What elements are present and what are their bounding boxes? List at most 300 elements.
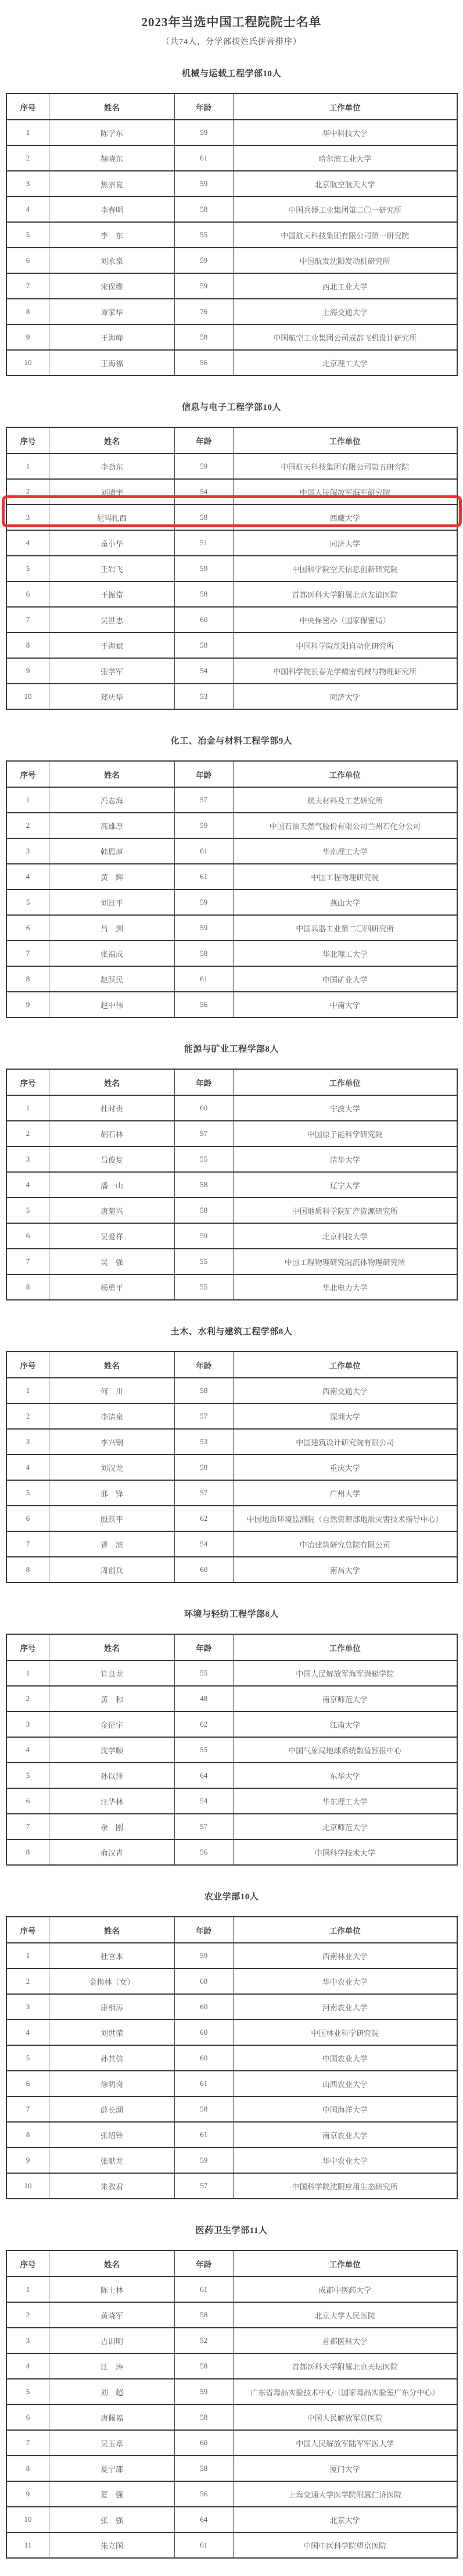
table-cell: 2 [6, 1968, 49, 1994]
table-cell: 59 [174, 889, 233, 915]
table-cell: 邢 锋 [49, 1480, 174, 1506]
section-heading: 化工、冶金与材料工程学部9人 [170, 737, 293, 746]
table-cell: 10 [6, 350, 49, 376]
table-cell: 55 [174, 1274, 233, 1300]
table-cell: 殷跃平 [49, 1506, 174, 1531]
table-row [6, 1146, 457, 1172]
table-cell: 8 [6, 966, 49, 992]
table-wrap [6, 760, 458, 1018]
table-cell: 李清泉 [49, 1403, 174, 1429]
table-row [6, 350, 457, 376]
table-cell: 中国兵器工业第二〇四研究所 [233, 915, 457, 941]
table-cell: 杨勇平 [49, 1274, 174, 1300]
table-cell: 中国科学院长春光学精密机械与物理研究所 [233, 658, 457, 684]
table-cell: 4 [6, 530, 49, 556]
table-cell: 首都医科大学附属北京友谊医院 [233, 581, 457, 607]
table-cell: 中国地质科学院矿产资源研究所 [233, 1198, 457, 1223]
table-wrap [6, 1069, 458, 1300]
academicians-table [6, 760, 458, 1018]
table-row [6, 684, 457, 709]
table-header-row [6, 427, 457, 453]
table-cell: 中冶建筑研究总院有限公司 [233, 1531, 457, 1557]
table-cell: 薛长湖 [49, 2096, 174, 2122]
column-header: 年龄 [174, 2250, 233, 2277]
table-cell: 48 [174, 1686, 233, 1712]
table-header-row [6, 1069, 457, 1095]
table-cell: 51 [174, 530, 233, 556]
table-header-row [6, 1917, 457, 1943]
table-header-row [6, 94, 457, 120]
column-header: 工作单位 [233, 2250, 457, 2277]
table-cell: 58 [174, 2302, 233, 2328]
table-cell: 上海交通大学医学院附属仁济医院 [233, 2481, 457, 2507]
table-cell: 孙以泽 [49, 1763, 174, 1788]
table-cell: 刘汉龙 [49, 1455, 174, 1480]
table-cell: 华中科技大学 [233, 120, 457, 145]
table-cell: 北京大学人民医院 [233, 2302, 457, 2328]
table-row [6, 273, 457, 299]
table-cell: 56 [174, 992, 233, 1017]
table-cell: 76 [174, 299, 233, 324]
table-cell: 焦宗夏 [49, 171, 174, 196]
table-cell: 58 [174, 1378, 233, 1403]
column-header: 序号 [6, 94, 49, 120]
table-cell: 宁波大学 [233, 1095, 457, 1121]
table-cell: 64 [174, 1763, 233, 1788]
table-row [6, 1274, 457, 1300]
table-cell: 57 [174, 2173, 233, 2199]
table-cell: 夏宁邵 [49, 2456, 174, 2481]
table-cell: 4 [6, 2020, 49, 2045]
table-row [6, 1249, 457, 1274]
table-cell: 6 [6, 1506, 49, 1531]
table-cell: 6 [6, 2071, 49, 2096]
table-cell: 夏 强 [49, 2481, 174, 2507]
column-header: 年龄 [174, 94, 233, 120]
table-row [6, 966, 457, 992]
table-wrap [6, 2250, 458, 2559]
table-cell: 刘世荣 [49, 2020, 174, 2045]
table-cell: 华南理工大学 [233, 838, 457, 864]
table-cell: 中国科学院沈阳自动化研究所 [233, 633, 457, 658]
table-cell: 5 [6, 2379, 49, 2404]
table-cell: 华东理工大学 [233, 1788, 457, 1814]
table-cell: 中国工程物理研究院流体物理研究所 [233, 1249, 457, 1274]
table-cell: 58 [174, 324, 233, 350]
table-row [6, 2456, 457, 2481]
table-cell: 北京大学 [233, 2507, 457, 2532]
column-header: 序号 [6, 1352, 49, 1378]
table-cell: 55 [174, 222, 233, 248]
page-title: 2023年当选中国工程院院士名单 [141, 15, 322, 29]
table-cell: 同济大学 [233, 530, 457, 556]
department-section [5, 401, 458, 710]
table-cell: 52 [174, 2328, 233, 2353]
table-cell: 9 [6, 2148, 49, 2173]
table-cell: 53 [174, 1429, 233, 1455]
table-header-row [6, 2250, 457, 2277]
table-row [6, 120, 457, 145]
column-header: 工作单位 [233, 427, 457, 453]
table-cell: 55 [174, 1146, 233, 1172]
table-cell: 南京师范大学 [233, 1686, 457, 1712]
table-row [6, 324, 457, 350]
table-cell: 赫晓东 [49, 145, 174, 171]
column-header: 年龄 [174, 1352, 233, 1378]
table-cell: 68 [174, 1968, 233, 1994]
table-cell: 56 [174, 350, 233, 376]
department-section [5, 67, 458, 376]
table-row [6, 889, 457, 915]
table-row [6, 1788, 457, 1814]
table-cell: 李兴钢 [49, 1429, 174, 1455]
table-cell: 康相涛 [49, 1994, 174, 2020]
table-row [6, 505, 457, 530]
table-cell: 2 [6, 2302, 49, 2328]
table-cell: 6 [6, 915, 49, 941]
table-cell: 西藏大学 [233, 505, 457, 530]
table-cell: 3 [6, 505, 49, 530]
column-header: 序号 [6, 1069, 49, 1095]
table-row [6, 607, 457, 633]
table-cell: 59 [174, 1223, 233, 1249]
table-cell: 沈学顺 [49, 1737, 174, 1763]
table-cell: 4 [6, 864, 49, 889]
table-cell: 55 [174, 1249, 233, 1274]
table-header-row [6, 1634, 457, 1660]
table-row [6, 1429, 457, 1455]
section-heading: 能源与矿业工程学部8人 [184, 1045, 279, 1054]
table-cell: 58 [174, 1455, 233, 1480]
table-cell: 59 [174, 120, 233, 145]
table-cell: 58 [174, 505, 233, 530]
department-section [5, 1607, 458, 1866]
table-cell: 58 [174, 2404, 233, 2430]
table-cell: 5 [6, 1198, 49, 1223]
column-header: 姓名 [49, 1917, 174, 1943]
department-section [5, 2224, 458, 2559]
table-row [6, 1994, 457, 2020]
column-header: 姓名 [49, 1352, 174, 1378]
column-header: 姓名 [49, 1634, 174, 1660]
table-cell: 2 [6, 479, 49, 505]
table-cell: 5 [6, 1763, 49, 1788]
table-cell: 58 [174, 2096, 233, 2122]
table-row [6, 2020, 457, 2045]
table-cell: 尼玛扎西 [49, 505, 174, 530]
table-row [6, 1531, 457, 1557]
table-row [6, 813, 457, 838]
table-cell: 中国航天科技集团有限公司第五研究院 [233, 453, 457, 479]
table-row [6, 2148, 457, 2173]
table-cell: 吕俊复 [49, 1146, 174, 1172]
table-cell: 10 [6, 2173, 49, 2199]
table-cell: 3 [6, 171, 49, 196]
table-cell: 4 [6, 2353, 49, 2379]
table-cell: 中国原子能科学研究院 [233, 1121, 457, 1146]
column-header: 姓名 [49, 427, 174, 453]
table-cell: 杜官本 [49, 1943, 174, 1968]
table-cell: 54 [174, 1531, 233, 1557]
table-cell: 陈士林 [49, 2277, 174, 2302]
column-header: 年龄 [174, 427, 233, 453]
table-cell: 3 [6, 1429, 49, 1455]
column-header: 年龄 [174, 761, 233, 787]
table-cell: 54 [174, 658, 233, 684]
table-cell: 60 [174, 2020, 233, 2045]
table-cell: 刘清宇 [49, 479, 174, 505]
table-cell: 58 [174, 196, 233, 222]
table-cell: 6 [6, 581, 49, 607]
table-cell: 汪华林 [49, 1788, 174, 1814]
table-cell: 5 [6, 222, 49, 248]
table-cell: 59 [174, 248, 233, 273]
table-cell: 中国工程物理研究院 [233, 864, 457, 889]
table-body [6, 453, 457, 709]
table-cell: 3 [6, 838, 49, 864]
table-cell: 1 [6, 1660, 49, 1686]
table-body [6, 787, 457, 1017]
table-row [6, 1943, 457, 1968]
table-cell: 深圳大学 [233, 1403, 457, 1429]
table-cell: 陈学东 [49, 120, 174, 145]
table-row [6, 1968, 457, 1994]
table-cell: 张绍铃 [49, 2122, 174, 2148]
table-cell: 中国石油天然气股份有限公司兰州石化分公司 [233, 813, 457, 838]
table-cell: 57 [174, 787, 233, 813]
table-row [6, 2404, 457, 2430]
table-cell: 郑庆华 [49, 684, 174, 709]
table-cell: 6 [6, 248, 49, 273]
table-cell: 辽宁大学 [233, 1172, 457, 1198]
column-header: 序号 [6, 2250, 49, 2277]
table-cell: 首都医科大学附属北京天坛医院 [233, 2353, 457, 2379]
table-cell: 58 [174, 2456, 233, 2481]
table-cell: 王海福 [49, 350, 174, 376]
table-cell: 7 [6, 1249, 49, 1274]
table-cell: 北京理工大学 [233, 350, 457, 376]
table-row [6, 1686, 457, 1712]
table-cell: 60 [174, 1557, 233, 1582]
table-row [6, 2071, 457, 2096]
department-section [5, 1325, 458, 1583]
table-cell: 61 [174, 2071, 233, 2096]
table-cell: 中国气象局地球系统数值预报中心 [233, 1737, 457, 1763]
table-row [6, 1378, 457, 1403]
table-cell: 华北电力大学 [233, 1274, 457, 1300]
table-cell: 上海交通大学 [233, 299, 457, 324]
table-cell: 61 [174, 838, 233, 864]
table-row [6, 581, 457, 607]
table-cell: 7 [6, 273, 49, 299]
column-header: 序号 [6, 1634, 49, 1660]
table-row [6, 1712, 457, 1737]
table-cell: 华北理工大学 [233, 941, 457, 966]
table-cell: 中国人民解放军海军潜艇学院 [233, 1660, 457, 1686]
table-cell: 7 [6, 607, 49, 633]
table-cell: 吴爱祥 [49, 1223, 174, 1249]
table-cell: 王海峰 [49, 324, 174, 350]
table-cell: 首都医科大学 [233, 2328, 457, 2353]
academicians-table [6, 1634, 458, 1866]
table-row [6, 2507, 457, 2532]
table-row [6, 1660, 457, 1686]
table-wrap [6, 1916, 458, 2199]
table-row [6, 992, 457, 1017]
table-cell: 7 [6, 2430, 49, 2456]
table-cell: 2 [6, 1686, 49, 1712]
table-cell: 3 [6, 1994, 49, 2020]
table-cell: 59 [174, 915, 233, 941]
table-cell: 59 [174, 171, 233, 196]
column-header: 工作单位 [233, 1917, 457, 1943]
table-row [6, 1737, 457, 1763]
table-row [6, 248, 457, 273]
table-wrap [6, 1634, 458, 1866]
table-cell: 李 东 [49, 222, 174, 248]
table-cell: 58 [174, 941, 233, 966]
table-cell: 5 [6, 556, 49, 581]
table-cell: 5 [6, 1480, 49, 1506]
table-cell: 55 [174, 1660, 233, 1686]
table-cell: 59 [174, 2379, 233, 2404]
table-cell: 59 [174, 556, 233, 581]
section-heading: 信息与电子工程学部10人 [181, 403, 281, 412]
table-body [6, 1378, 457, 1582]
table-row [6, 1455, 457, 1480]
table-cell: 中国航发沈阳发动机研究所 [233, 248, 457, 273]
table-cell: 1 [6, 1378, 49, 1403]
academicians-table [6, 2250, 458, 2559]
table-cell: 1 [6, 1943, 49, 1968]
table-cell: 7 [6, 2096, 49, 2122]
table-row [6, 1223, 457, 1249]
table-cell: 西北工业大学 [233, 273, 457, 299]
table-cell: 韩恩厚 [49, 838, 174, 864]
table-cell: 4 [6, 1455, 49, 1480]
table-cell: 华中农业大学 [233, 1968, 457, 1994]
table-cell: 8 [6, 2456, 49, 2481]
table-row [6, 1839, 457, 1865]
table-cell: 南京农业大学 [233, 2122, 457, 2148]
table-cell: 8 [6, 299, 49, 324]
table-cell: 2 [6, 145, 49, 171]
table-cell: 4 [6, 196, 49, 222]
column-header: 年龄 [174, 1634, 233, 1660]
column-header: 年龄 [174, 1917, 233, 1943]
table-cell: 东华大学 [233, 1763, 457, 1788]
table-row [6, 171, 457, 196]
table-cell: 中国中医科学院望京医院 [233, 2532, 457, 2558]
column-header: 序号 [6, 427, 49, 453]
table-cell: 山西农业大学 [233, 2071, 457, 2096]
table-cell: 唐佩福 [49, 2404, 174, 2430]
column-header: 年龄 [174, 1069, 233, 1095]
table-row [6, 1506, 457, 1531]
table-body [6, 1660, 457, 1865]
table-cell: 金梅林（女） [49, 1968, 174, 1994]
column-header: 工作单位 [233, 1069, 457, 1095]
section-heading: 土木、水利与建筑工程学部8人 [170, 1327, 293, 1337]
table-cell: 吴玉章 [49, 2430, 174, 2456]
table-cell: 中南大学 [233, 992, 457, 1017]
table-row [6, 787, 457, 813]
table-wrap [6, 93, 458, 376]
table-cell: 张 强 [49, 2507, 174, 2532]
table-header-row [6, 761, 457, 787]
table-row [6, 145, 457, 171]
table-cell: 中国海洋大学 [233, 2096, 457, 2122]
table-cell: 重庆大学 [233, 1455, 457, 1480]
table-row [6, 2277, 457, 2302]
table-cell: 56 [174, 2481, 233, 2507]
table-cell: 64 [174, 2507, 233, 2532]
table-cell: 61 [174, 864, 233, 889]
table-cell: 周创兵 [49, 1557, 174, 1582]
table-cell: 57 [174, 1403, 233, 1429]
table-cell: 于海斌 [49, 633, 174, 658]
table-cell: 8 [6, 1274, 49, 1300]
table-cell: 胡石林 [49, 1121, 174, 1146]
table-cell: 54 [174, 479, 233, 505]
table-cell: 3 [6, 1146, 49, 1172]
table-cell: 吴世忠 [49, 607, 174, 633]
column-header: 序号 [6, 761, 49, 787]
table-cell: 广州大学 [233, 1480, 457, 1506]
table-row [6, 2481, 457, 2507]
section-heading: 医药卫生学部11人 [195, 2226, 268, 2235]
table-cell: 54 [174, 1788, 233, 1814]
table-cell: 黄晓军 [49, 2302, 174, 2328]
table-cell: 金征宇 [49, 1712, 174, 1737]
table-row [6, 530, 457, 556]
column-header: 工作单位 [233, 1634, 457, 1660]
table-row [6, 556, 457, 581]
section-heading: 农业学部10人 [204, 1892, 259, 1902]
table-cell: 刘日平 [49, 889, 174, 915]
table-cell: 7 [6, 941, 49, 966]
table-cell: 宋保维 [49, 273, 174, 299]
table-cell: 8 [6, 2122, 49, 2148]
table-cell: 中国林业科学研究院 [233, 2020, 457, 2045]
table-row [6, 2173, 457, 2199]
table-cell: 2 [6, 1121, 49, 1146]
table-body [6, 1095, 457, 1300]
department-section [5, 1890, 458, 2199]
table-cell: 53 [174, 684, 233, 709]
table-cell: 中国人民解放军陆军军医大学 [233, 2430, 457, 2456]
table-wrap [6, 1351, 458, 1583]
table-cell: 61 [174, 2277, 233, 2302]
academicians-table [6, 427, 458, 710]
table-cell: 华中农业大学 [233, 2148, 457, 2173]
column-header: 姓名 [49, 1069, 174, 1095]
table-row [6, 1814, 457, 1839]
table-cell: 朱立国 [49, 2532, 174, 2558]
table-cell: 黄 辉 [49, 864, 174, 889]
table-cell: 59 [174, 813, 233, 838]
table-cell: 9 [6, 992, 49, 1017]
table-cell: 56 [174, 1839, 233, 1865]
table-cell: 60 [174, 2045, 233, 2071]
table-cell: 6 [6, 2404, 49, 2430]
table-cell: 广东省毒品实验技术中心（国家毒品实验室广东分中心） [233, 2379, 457, 2404]
table-cell: 9 [6, 2481, 49, 2507]
table-cell: 1 [6, 453, 49, 479]
table-cell: 9 [6, 658, 49, 684]
table-cell: 徐明岗 [49, 2071, 174, 2096]
table-row [6, 864, 457, 889]
